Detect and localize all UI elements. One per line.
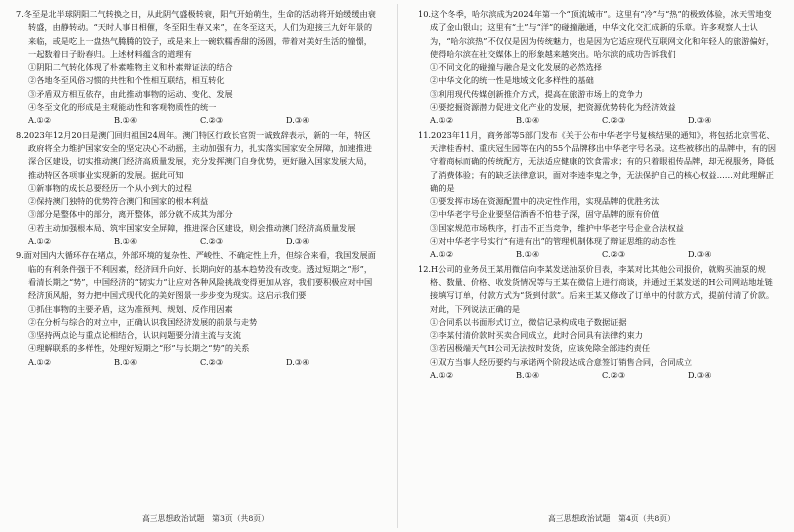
answer-d: D.③④ [286,115,310,126]
page-footer-left: 高三思想政治试题 第3页（共8页） [142,514,269,523]
answer-b: B.①④ [516,249,540,260]
question-stem: 10.这个冬季，哈尔滨成为2024年第一个“顶流城市”。这里有“冷”与“热”的极致体验，冰天雪地变成了金山银山；这里有“土”与“洋”的碰撞融通，中华文化交汇成新的乐章。许多观察人士认为，“哈尔滨热”不仅仅是因为传统魅力，也是因为它适应现代互联网文化和年轻人的旅游偏好，使得哈尔滨在社交媒体上的形象越来越突出。哈尔滨的成功告诉我们 [418,9,775,59]
option-2: ②保持澳门独特的优势符合澳门和国家的根本利益 [28,196,209,207]
option-3: ③国家规范市场秩序，打击不正当竞争，维护中华老字号企业合法权益 [430,222,684,233]
option-4: ④双方当事人经历要约与承诺两个阶段达成合意签订销售合同，合同成立 [430,356,693,367]
option-1: ①合同系以书面形式订立，微信记录构成电子数据证据 [430,316,627,327]
answer-c: C.②③ [200,236,224,247]
question-10 [418,8,778,128]
column-divider [397,4,398,528]
answer-b: B.①④ [114,236,138,247]
option-4: ④要挖掘资源潜力促进文化产业的发展，把资源优势转化为经济效益 [430,102,676,113]
answer-c: C.②③ [602,249,626,260]
answer-choices [16,114,376,127]
answer-choices [418,248,778,261]
answer-c: C.②③ [602,370,626,381]
answer-choices [16,356,376,369]
answer-c: C.②③ [200,356,224,367]
question-stem: 8.2023年12月20日是澳门回归祖国24周年。澳门特区行政长官贺一诚致辞表示，新的一年，特区政府将全力维护国家安全的坚定决心不动摇，主动加强有力，扎实落实国家安全屏障，加速推进深合区建设，切实推动澳门经济高质量发展，充分发挥澳门自身优势，更好融入国家发展大局，推动特区各项事业实现新的发展。据此可知 [16,129,372,180]
answer-a: A.①② [28,236,52,247]
answer-choices [418,369,778,382]
option-3: ③矛盾双方相互依存，由此推动事物的运动、变化、发展 [28,88,233,99]
option-1: ①新事物的成长总要经历一个从小到大的过程 [28,182,192,193]
option-1: ①不同文化的碰撞与融合是文化发展的必然选择 [430,62,602,73]
option-2: ②中华文化的统一性是地域文化多样性的基础 [430,75,594,86]
answer-b: B.①④ [114,115,138,126]
left-column [16,8,376,370]
answer-d: D.③④ [286,236,310,247]
page-footer-right: 高三思想政治试题 第4页（共8页） [548,514,675,523]
right-column [418,8,778,383]
question-stem: 12.H公司的业务员王某用微信向李某发送油泵价目表，李某对比其他公司报价，就购买油泵的规格、数量、价格、收发货情况等与王某在微信上进行商谈，并通过王某发送的H公司网站地址链接填写订单，付款方式为“货到付款”。后来王某又修改了订单中的付款方式，提前付清了价款。对此，下列说法正确的是 [418,263,775,314]
question-11 [418,129,778,262]
answer-d: D.③④ [688,249,712,260]
question-8 [16,129,376,249]
option-1: ①阴阳二气转化体现了朴素唯物主义和朴素辩证法的结合 [28,62,233,73]
question-7 [16,8,376,128]
option-3: ③部分是整体中的部分，离开整体，部分就不成其为部分 [28,209,233,220]
answer-b: B.①④ [516,370,540,381]
option-3: ③坚持两点论与重点论相结合，认识问题要分清主流与支流 [28,330,241,341]
answer-a: A.①② [430,249,454,260]
option-2: ②各地冬至风俗习惯的共性和个性相互联结，相互转化 [28,75,225,86]
question-stem: 11.2023年11月，商务部等5部门发布《关于公布中华老字号复核结果的通知》，将包括北京雪花、天津桂香村、重庆冠生园等在内的55个品牌移出中华老字号名录。这些被移出的品牌中，有的因守着商标而确的传统配方，无法适应健康的饮食需求；有的只着眼祖传品牌，却无视服务，降低了消费体验；有的缺乏法律意识，面对李逵李鬼之争，无法保护自己的核心权益……对此理解正确的是 [418,129,777,193]
answer-a: A.①② [28,115,52,126]
question-12 [418,263,778,383]
answer-a: A.①② [430,370,454,381]
answer-c: C.②③ [200,115,224,126]
question-stem: 7.冬至是北半球阴阳二气转换之日，从此阴气盛极转衰，阳气开始萌生，生命的活动将开始缓缓由衰转盛，由静转动。“天时人事日相催，冬至阳生春又来”，在冬至这天，人们为迎接三九好年景的来临，或是吃上一盘热气腾腾的饺子，或是来上一碗软糯香甜的汤圆，带着对美好生活的憧憬，一起数着日子盼春归。上述材料蕴含的道理有 [16,9,376,59]
answer-a: A.①② [430,115,454,126]
answer-b: B.①④ [516,115,540,126]
option-1: ①要发挥市场在资源配置中的决定性作用，实现品牌的优胜劣汰 [430,196,660,207]
answer-b: B.①④ [114,356,138,367]
answer-d: D.③④ [688,370,712,381]
option-2: ②李某付清价款时买卖合同成立，此时合同具有法律约束力 [430,330,643,341]
answer-choices [418,114,778,127]
option-4: ④理解联系的多样性，处理好短期之“形”与长期之“势”的关系 [28,343,250,354]
option-2: ②在分析与综合的对立中，正确认识我国经济发展的前景与走势 [28,316,258,327]
option-4: ④对中华老字号实行“有进有出”的管理机制体现了辩证思维的动态性 [430,236,676,247]
option-4: ④冬至文化的形成是主观能动性和客观物质性的统一 [28,102,217,113]
option-3: ③若因极端天气H公司无法按时发货，应该免除全部违约责任 [430,343,651,354]
option-2: ②中华老字号企业要坚信酒香不怕巷子深，固守品牌的原有价值 [430,209,660,220]
option-3: ③利用现代传媒创新推介方式，提高在旅游市场上的竞争力 [430,88,643,99]
question-stem: 9.面对国内大循环存在堵点，外部环境的复杂性、严峻性、不确定性上升，但综合来看，我国发展面临的有利条件强于不利因素，经济回升向好、长期向好的基本趋势没有改变。透过短期之“形”，看清长期之“势”，中国经济的“韧实力”让应对各种风险挑战变得更加从容，我们要积极应对中国经济顶风船，努力把中国式现代化的美好图景一步步变为现实。这启示我们要 [16,250,376,301]
answer-a: A.①② [28,356,52,367]
answer-d: D.③④ [688,115,712,126]
option-4: ④若主动加强根本局、筑牢国家安全屏障，推进深合区建设，则会推动澳门经济高质量发展 [28,222,356,233]
question-9 [16,249,376,369]
answer-d: D.③④ [286,356,310,367]
answer-c: C.②③ [602,115,626,126]
answer-choices [16,235,376,248]
option-1: ①抓住事物的主要矛盾，这为准预判、规划、反作用因素 [28,303,233,314]
